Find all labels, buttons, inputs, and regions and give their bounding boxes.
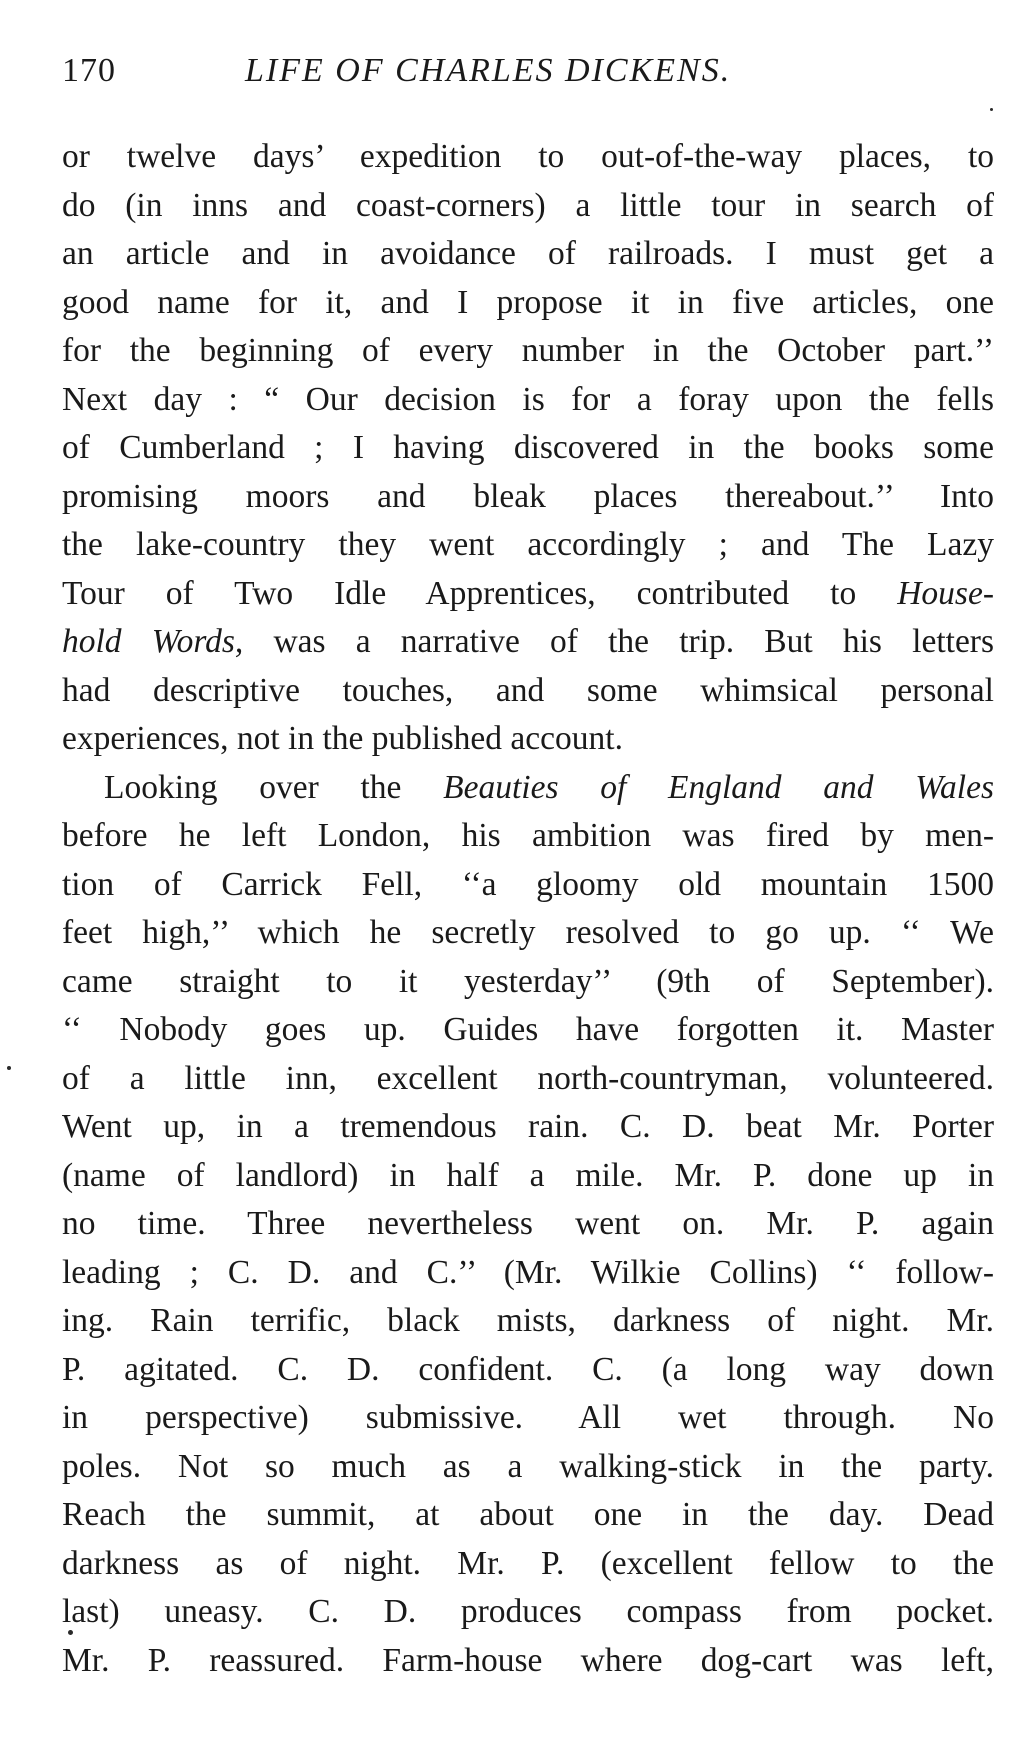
scan-speck: [68, 1630, 73, 1635]
text-line: [62, 473, 994, 522]
text-run: do (in inns and coast-corners) a little tour in search of: [62, 186, 994, 224]
text-run: no time. Three nevertheless went on. Mr. P. again: [62, 1205, 994, 1242]
text-line: [62, 1249, 994, 1298]
text-line: [62, 376, 994, 425]
text-run: in perspective) submissive. All wet through. No: [62, 1399, 994, 1436]
text-run: was a narrative of the trip. But his letters: [243, 623, 994, 660]
text-line: [62, 1540, 994, 1589]
text-line: [62, 812, 994, 861]
text-line: [62, 715, 994, 764]
text-line: [62, 1588, 994, 1637]
text-line: [62, 1152, 994, 1201]
text-run: Looking over the: [104, 768, 444, 806]
scan-speck: [990, 108, 993, 111]
text-run: Went up, in a tremendous rain. C. D. beat Mr. Porter: [62, 1108, 994, 1145]
text-run: Tour of Two Idle Apprentices, contributed to: [62, 574, 898, 612]
text-run: P. agitated. C. D. confident. C. (a long way down: [62, 1350, 994, 1388]
text-run: ing. Rain terrific, black mists, darkness of night. Mr.: [62, 1302, 994, 1339]
text-run: ‘‘ Nobody goes up. Guides have forgotten it. Master: [62, 1011, 994, 1048]
running-title: LIFE OF CHARLES DICKENS.: [245, 52, 732, 89]
text-run: Mr. P. reassured. Farm-house where dog-cart was left,: [62, 1641, 994, 1679]
text-line: [62, 1443, 994, 1492]
text-line: [62, 230, 994, 279]
text-line: [62, 1006, 994, 1055]
text-run: of Cumberland ; I having discovered in the books some: [62, 429, 994, 466]
text-line: [62, 1394, 994, 1443]
italic-title: Beauties of England and Wales: [443, 768, 994, 806]
text-run: last) uneasy. C. D. produces compass from pocket.: [62, 1593, 994, 1630]
text-line: [62, 182, 994, 231]
text-run: leading ; C. D. and C.’’ (Mr. Wilkie Collins) ‘‘ follow-: [62, 1253, 994, 1291]
text-line: [62, 1491, 994, 1540]
text-line: [62, 667, 994, 716]
text-line: [62, 909, 994, 958]
page-number: 170: [62, 52, 116, 89]
text-run: experiences, not in the published account.: [62, 720, 623, 757]
text-line: [62, 1103, 994, 1152]
text-run: tion of Carrick Fell, ‘‘a gloomy old mountain 1500: [62, 865, 994, 903]
paragraph: [62, 133, 994, 764]
body-text: [62, 133, 994, 1685]
text-line: [62, 861, 994, 910]
text-line: [62, 570, 994, 619]
text-line: [62, 1055, 994, 1104]
text-run: good name for it, and I propose it in five articles, one: [62, 283, 994, 321]
text-run: or twelve days’ expedition to out-of-the-way places, to: [62, 138, 994, 175]
text-run: Reach the summit, at about one in the day. Dead: [62, 1496, 994, 1533]
text-run: feet high,’’ which he secretly resolved to go up. ‘‘ We: [62, 914, 994, 951]
text-line: [62, 521, 994, 570]
text-line: [62, 618, 994, 667]
text-run: came straight to it yesterday’’ (9th of September).: [62, 962, 994, 1000]
text-line: [62, 1297, 994, 1346]
text-run: an article and in avoidance of railroads. I must get a: [62, 235, 994, 272]
text-line: [62, 764, 994, 813]
text-run: darkness as of night. Mr. P. (excellent fellow to the: [62, 1544, 994, 1582]
text-run: Next day : “ Our decision is for a foray upon the fells: [62, 380, 994, 418]
text-run: the lake-country they went accordingly ; and The Lazy: [62, 526, 994, 563]
text-line: [62, 424, 994, 473]
text-run: poles. Not so much as a walking-stick in the party.: [62, 1447, 994, 1485]
text-run: promising moors and bleak places thereabout.’’ Into: [62, 477, 994, 515]
text-line: [62, 1637, 994, 1686]
text-line: [62, 327, 994, 376]
running-head: [62, 52, 962, 96]
text-run: (name of landlord) in half a mile. Mr. P. done up in: [62, 1156, 994, 1194]
text-run: for the beginning of every number in the October part.’’: [62, 332, 994, 369]
italic-title: hold Words,: [62, 623, 244, 660]
scan-speck: [7, 1066, 11, 1070]
italic-title: House-: [897, 574, 994, 612]
text-run: of a little inn, excellent north-countryman, volunteered.: [62, 1059, 994, 1097]
text-run: had descriptive touches, and some whimsical personal: [62, 671, 994, 709]
text-line: [62, 958, 994, 1007]
text-line: [62, 1346, 994, 1395]
paragraph: [62, 764, 994, 1686]
text-line: [62, 1200, 994, 1249]
text-line: [62, 133, 994, 182]
text-run: before he left London, his ambition was fired by men-: [62, 817, 994, 854]
text-line: [62, 279, 994, 328]
